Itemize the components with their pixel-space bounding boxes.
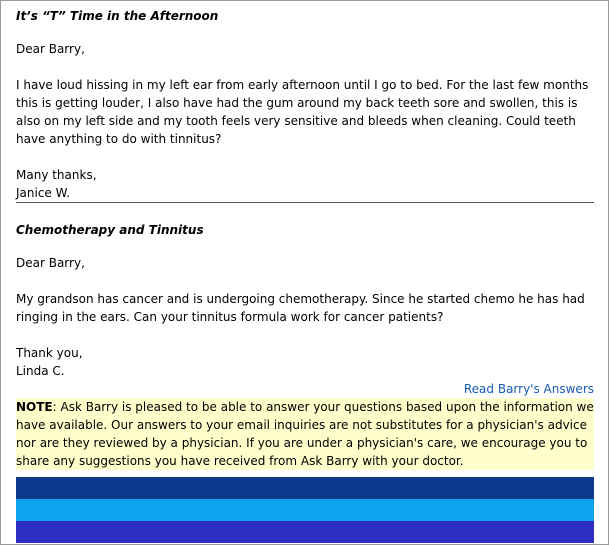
letter-signature: Janice W. — [16, 186, 70, 200]
letter-greeting: Dear Barry, — [16, 42, 85, 56]
letter-signature: Linda C. — [16, 364, 65, 378]
letter-title: Chemotherapy and Tinnitus — [16, 223, 204, 237]
letter-body: I have loud hissing in my left ear from early afternoon until I go to bed. For the last few months this is getting louder, I also have had the gum around my back teeth sore and swollen, this is also on my left side and my tooth feels very sensitive and bleeds when cleaning. Could teeth have anything to do with tinnitus? — [16, 78, 589, 146]
disclaimer-note — [16, 398, 594, 470]
stripe-violet — [16, 521, 594, 543]
letter-closing: Thank you, — [16, 346, 83, 360]
letter-body: My grandson has cancer and is undergoing chemotherapy. Since he started chemo he has had ringing in the ears. Can your tinnitus formula work for cancer patients? — [16, 292, 585, 324]
letter-linda — [16, 222, 594, 380]
letter-janice — [16, 8, 594, 202]
letter-closing: Many thanks, — [16, 168, 97, 182]
stripe-light-blue — [16, 499, 594, 521]
note-label: NOTE — [16, 400, 53, 414]
read-answers-link[interactable]: Read Barry's Answers — [463, 382, 594, 396]
note-text: : Ask Barry is pleased to be able to answer your questions based upon the information we have available. Our answers to your email inquiries are not substitutes for a physician's advice nor are they reviewed by a physician. If you are under a physician's care, we encourage you to share any suggestions you have received from Ask Barry with your doctor. — [16, 400, 594, 468]
footer-stripes — [16, 477, 594, 543]
stripe-dark-blue — [16, 477, 594, 499]
letter-greeting: Dear Barry, — [16, 256, 85, 270]
letters-content — [16, 8, 594, 470]
letter-title: It’s “T” Time in the Afternoon — [16, 9, 219, 23]
